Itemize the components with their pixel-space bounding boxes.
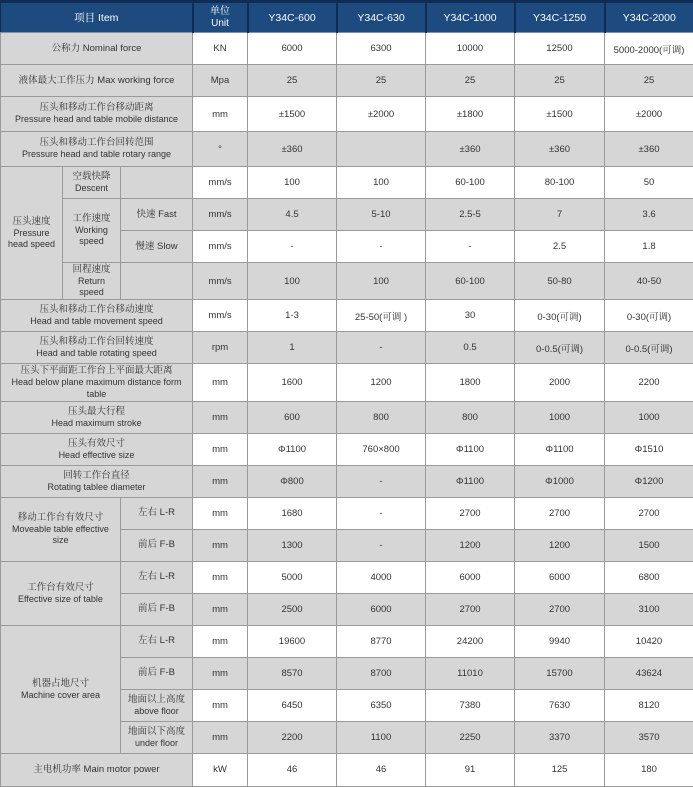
value-cell: 2.5-5: [426, 199, 515, 231]
value-cell: 7630: [515, 689, 605, 721]
row-label: [1, 433, 193, 465]
value-cell: 9940: [515, 625, 605, 657]
row-label: 液体最大工作压力 Max working force: [1, 65, 193, 97]
table-row: [1, 132, 693, 167]
value-cell: 6000: [248, 33, 337, 65]
value-cell: 8120: [605, 689, 693, 721]
value-cell: 12500: [515, 33, 605, 65]
unit-cell: KN: [193, 33, 248, 65]
table-row: [1, 199, 693, 231]
value-cell: 1200: [337, 364, 426, 401]
table-row: [1, 401, 693, 433]
value-cell: 30: [426, 300, 515, 332]
sub-label-zh: 回程速度: [65, 264, 118, 276]
unit-cell: mm: [193, 657, 248, 689]
value-cell: 1-3: [248, 300, 337, 332]
value-cell: 2700: [426, 593, 515, 625]
row-label-zh: 压头和移动工作台移动速度: [3, 304, 190, 316]
value-cell: Φ1100: [248, 433, 337, 465]
table-row: [1, 625, 693, 657]
value-cell: 6000: [426, 561, 515, 593]
sub-label: 前后 F-B: [121, 593, 193, 625]
unit-cell: rpm: [193, 332, 248, 364]
row-label: [1, 401, 193, 433]
value-cell: 40-50: [605, 263, 693, 300]
unit-cell: mm: [193, 433, 248, 465]
unit-cell: mm: [193, 721, 248, 753]
group-label-en: Machine cover area: [3, 690, 118, 701]
column-header-unit: [193, 2, 248, 33]
row-label: [1, 97, 193, 132]
value-cell: 1800: [426, 364, 515, 401]
value-cell: 25: [426, 65, 515, 97]
unit-header-zh: 单位: [196, 6, 245, 18]
row-label-en: Pressure head and table rotary range: [3, 149, 190, 160]
row-label: [1, 332, 193, 364]
value-cell: 1100: [337, 721, 426, 753]
value-cell: -: [337, 332, 426, 364]
value-cell: -: [248, 231, 337, 263]
sub-label-zh: 空载快降: [65, 171, 118, 183]
value-cell: 15700: [515, 657, 605, 689]
table-row: [1, 561, 693, 593]
value-cell: 3570: [605, 721, 693, 753]
value-cell: 2250: [426, 721, 515, 753]
value-cell: 2700: [515, 497, 605, 529]
sub-label: [63, 263, 121, 300]
value-cell: 25: [337, 65, 426, 97]
sub-label: 快速 Fast: [121, 199, 193, 231]
value-cell: 7: [515, 199, 605, 231]
value-cell: 1.8: [605, 231, 693, 263]
value-cell: 91: [426, 753, 515, 786]
group-label-zh: 工作台有效尺寸: [3, 582, 118, 594]
value-cell: Φ1000: [515, 465, 605, 497]
value-cell: 1000: [605, 401, 693, 433]
header-row: [1, 2, 693, 33]
value-cell: 1600: [248, 364, 337, 401]
unit-cell: mm: [193, 625, 248, 657]
value-cell: 5000: [248, 561, 337, 593]
value-cell: -: [337, 529, 426, 561]
sub-label: 前后 F-B: [121, 529, 193, 561]
value-cell: 80-100: [515, 167, 605, 199]
table-row: [1, 65, 693, 97]
value-cell: 2700: [605, 497, 693, 529]
value-cell: ±360: [515, 132, 605, 167]
sub-label-zh: 地面以下高度: [123, 726, 190, 738]
value-cell: 46: [248, 753, 337, 786]
value-cell: 1500: [605, 529, 693, 561]
column-header-model: Y34C-2000: [605, 2, 693, 33]
value-cell: 100: [248, 167, 337, 199]
value-cell: 8700: [337, 657, 426, 689]
value-cell: Φ1200: [605, 465, 693, 497]
unit-cell: °: [193, 132, 248, 167]
value-cell: 6450: [248, 689, 337, 721]
row-label: [1, 132, 193, 167]
value-cell: 60-100: [426, 167, 515, 199]
value-cell: Φ1100: [426, 433, 515, 465]
group-label-zh: 移动工作台有效尺寸: [3, 512, 118, 524]
unit-cell: mm: [193, 364, 248, 401]
value-cell: 6300: [337, 33, 426, 65]
unit-cell: mm: [193, 593, 248, 625]
value-cell: 1200: [515, 529, 605, 561]
value-cell: 7380: [426, 689, 515, 721]
value-cell: 2000: [515, 364, 605, 401]
value-cell: 760×800: [337, 433, 426, 465]
group-label-zh: 压头速度: [3, 216, 60, 228]
row-label-zh: 压头最大行程: [3, 406, 190, 418]
row-label-zh: 回转工作台直径: [3, 470, 190, 482]
group-label-zh: 工作速度: [65, 213, 118, 225]
unit-cell: mm/s: [193, 231, 248, 263]
value-cell: 2.5: [515, 231, 605, 263]
table-row: [1, 97, 693, 132]
value-cell: ±360: [248, 132, 337, 167]
sub-label-en: under floor: [123, 738, 190, 749]
value-cell: 6350: [337, 689, 426, 721]
unit-cell: mm: [193, 561, 248, 593]
table-row: [1, 465, 693, 497]
row-label: [1, 465, 193, 497]
value-cell: 8770: [337, 625, 426, 657]
value-cell: 1300: [248, 529, 337, 561]
row-label: 公称力 Nominal force: [1, 33, 193, 65]
value-cell: 0.5: [426, 332, 515, 364]
value-cell: 2700: [426, 497, 515, 529]
table-row: [1, 263, 693, 300]
unit-cell: mm: [193, 529, 248, 561]
value-cell: 0-0.5(可调): [515, 332, 605, 364]
unit-cell: mm: [193, 497, 248, 529]
value-cell: 6000: [515, 561, 605, 593]
value-cell: 1: [248, 332, 337, 364]
value-cell: 3100: [605, 593, 693, 625]
sub-label: [63, 167, 121, 199]
value-cell: Φ1510: [605, 433, 693, 465]
value-cell: 5000-2000(可调): [605, 33, 693, 65]
value-cell: 3370: [515, 721, 605, 753]
table-row: [1, 300, 693, 332]
value-cell: ±2000: [605, 97, 693, 132]
row-label-en: Pressure head and table mobile distance: [3, 114, 190, 125]
value-cell: 25-50(可调 ): [337, 300, 426, 332]
value-cell: 10000: [426, 33, 515, 65]
value-cell: -: [337, 497, 426, 529]
value-cell: 0-0.5(可调): [605, 332, 693, 364]
row-label: [1, 300, 193, 332]
value-cell: 0-30(可调): [515, 300, 605, 332]
group-label-zh: 机器占地尺寸: [3, 678, 118, 690]
value-cell: 180: [605, 753, 693, 786]
value-cell: 4.5: [248, 199, 337, 231]
unit-cell: mm/s: [193, 263, 248, 300]
row-label-en: Head maximum stroke: [3, 418, 190, 429]
value-cell: 25: [605, 65, 693, 97]
row-label-zh: 压头有效尺寸: [3, 438, 190, 450]
value-cell: 3.6: [605, 199, 693, 231]
group-label-en: Effective size of table: [3, 594, 118, 605]
group-label-head-speed: [1, 167, 63, 300]
value-cell: 100: [337, 167, 426, 199]
value-cell: 2500: [248, 593, 337, 625]
sub-label: 慢速 Slow: [121, 231, 193, 263]
row-label-en: Head effective size: [3, 450, 190, 461]
value-cell: 25: [248, 65, 337, 97]
group-label-moveable-table: [1, 497, 121, 561]
column-header-model: Y34C-600: [248, 2, 337, 33]
value-cell: 46: [337, 753, 426, 786]
table-row: [1, 167, 693, 199]
value-cell: 10420: [605, 625, 693, 657]
sub-label-empty: [121, 167, 193, 199]
value-cell: Φ1100: [426, 465, 515, 497]
value-cell: 24200: [426, 625, 515, 657]
value-cell: 1000: [515, 401, 605, 433]
sub-label-empty: [121, 263, 193, 300]
group-label-en: Pressure head speed: [3, 228, 60, 251]
value-cell: Φ800: [248, 465, 337, 497]
value-cell: -: [337, 231, 426, 263]
table-row: [1, 433, 693, 465]
value-cell: ±1800: [426, 97, 515, 132]
value-cell: ±1500: [248, 97, 337, 132]
value-cell: 100: [248, 263, 337, 300]
column-header-item: 项目 Item: [1, 2, 193, 33]
row-label-zh: 压头和移动工作台移动距离: [3, 102, 190, 114]
unit-cell: mm/s: [193, 199, 248, 231]
value-cell: 25: [515, 65, 605, 97]
value-cell: -: [337, 465, 426, 497]
value-cell: 6000: [337, 593, 426, 625]
row-label-en: Head below plane maximum distance form table: [3, 377, 190, 400]
unit-cell: mm: [193, 97, 248, 132]
value-cell: 600: [248, 401, 337, 433]
unit-header-en: Unit: [196, 18, 245, 30]
table-row: [1, 332, 693, 364]
unit-cell: mm: [193, 465, 248, 497]
unit-cell: mm/s: [193, 167, 248, 199]
row-label: [1, 364, 193, 401]
sub-label: 左右 L-R: [121, 561, 193, 593]
column-header-model: Y34C-630: [337, 2, 426, 33]
group-label-en: Moveable table effective size: [3, 524, 118, 547]
value-cell: 50: [605, 167, 693, 199]
value-cell: 8570: [248, 657, 337, 689]
value-cell: 50-80: [515, 263, 605, 300]
value-cell: 1200: [426, 529, 515, 561]
sub-label-zh: 地面以上高度: [123, 694, 190, 706]
value-cell: ±1500: [515, 97, 605, 132]
value-cell: 800: [337, 401, 426, 433]
table-row: [1, 753, 693, 786]
row-label-en: Rotating tablee diameter: [3, 482, 190, 493]
sub-label-en: Descent: [65, 183, 118, 194]
row-label-zh: 压头和移动工作台回转范围: [3, 137, 190, 149]
value-cell: 125: [515, 753, 605, 786]
table-row: [1, 497, 693, 529]
sub-label-en: above floor: [123, 706, 190, 717]
sub-label: [121, 689, 193, 721]
unit-cell: kW: [193, 753, 248, 786]
unit-cell: mm/s: [193, 300, 248, 332]
sub-label: [121, 721, 193, 753]
value-cell: 2700: [515, 593, 605, 625]
value-cell: 43624: [605, 657, 693, 689]
value-cell: ±360: [426, 132, 515, 167]
value-cell: ±360: [605, 132, 693, 167]
group-label-working-speed: [63, 199, 121, 263]
value-cell: 100: [337, 263, 426, 300]
column-header-model: Y34C-1000: [426, 2, 515, 33]
value-cell: 6800: [605, 561, 693, 593]
sub-label-en: Return speed: [65, 276, 118, 299]
group-label-machine-cover: [1, 625, 121, 753]
sub-label: 前后 F-B: [121, 657, 193, 689]
sub-label: 左右 L-R: [121, 625, 193, 657]
row-label-zh: 压头和移动工作台回转速度: [3, 336, 190, 348]
value-cell: 4000: [337, 561, 426, 593]
row-label-en: Head and table rotating speed: [3, 348, 190, 359]
unit-cell: mm: [193, 689, 248, 721]
value-cell: 60-100: [426, 263, 515, 300]
row-label: 主电机功率 Main motor power: [1, 753, 193, 786]
table-row: [1, 33, 693, 65]
group-label-en: Working speed: [65, 225, 118, 248]
unit-cell: Mpa: [193, 65, 248, 97]
unit-cell: mm: [193, 401, 248, 433]
value-cell: 2200: [605, 364, 693, 401]
value-cell: [337, 132, 426, 167]
value-cell: ±2000: [337, 97, 426, 132]
value-cell: 800: [426, 401, 515, 433]
value-cell: Φ1100: [515, 433, 605, 465]
value-cell: 11010: [426, 657, 515, 689]
group-label-table-effective: [1, 561, 121, 625]
value-cell: 2200: [248, 721, 337, 753]
table-row: [1, 364, 693, 401]
value-cell: 0-30(可调): [605, 300, 693, 332]
row-label-zh: 压头下平面距工作台上平面最大距离: [3, 365, 190, 377]
value-cell: 5-10: [337, 199, 426, 231]
value-cell: -: [426, 231, 515, 263]
sub-label: 左右 L-R: [121, 497, 193, 529]
row-label-en: Head and table movement speed: [3, 316, 190, 327]
value-cell: 19600: [248, 625, 337, 657]
value-cell: 1680: [248, 497, 337, 529]
column-header-model: Y34C-1250: [515, 2, 605, 33]
